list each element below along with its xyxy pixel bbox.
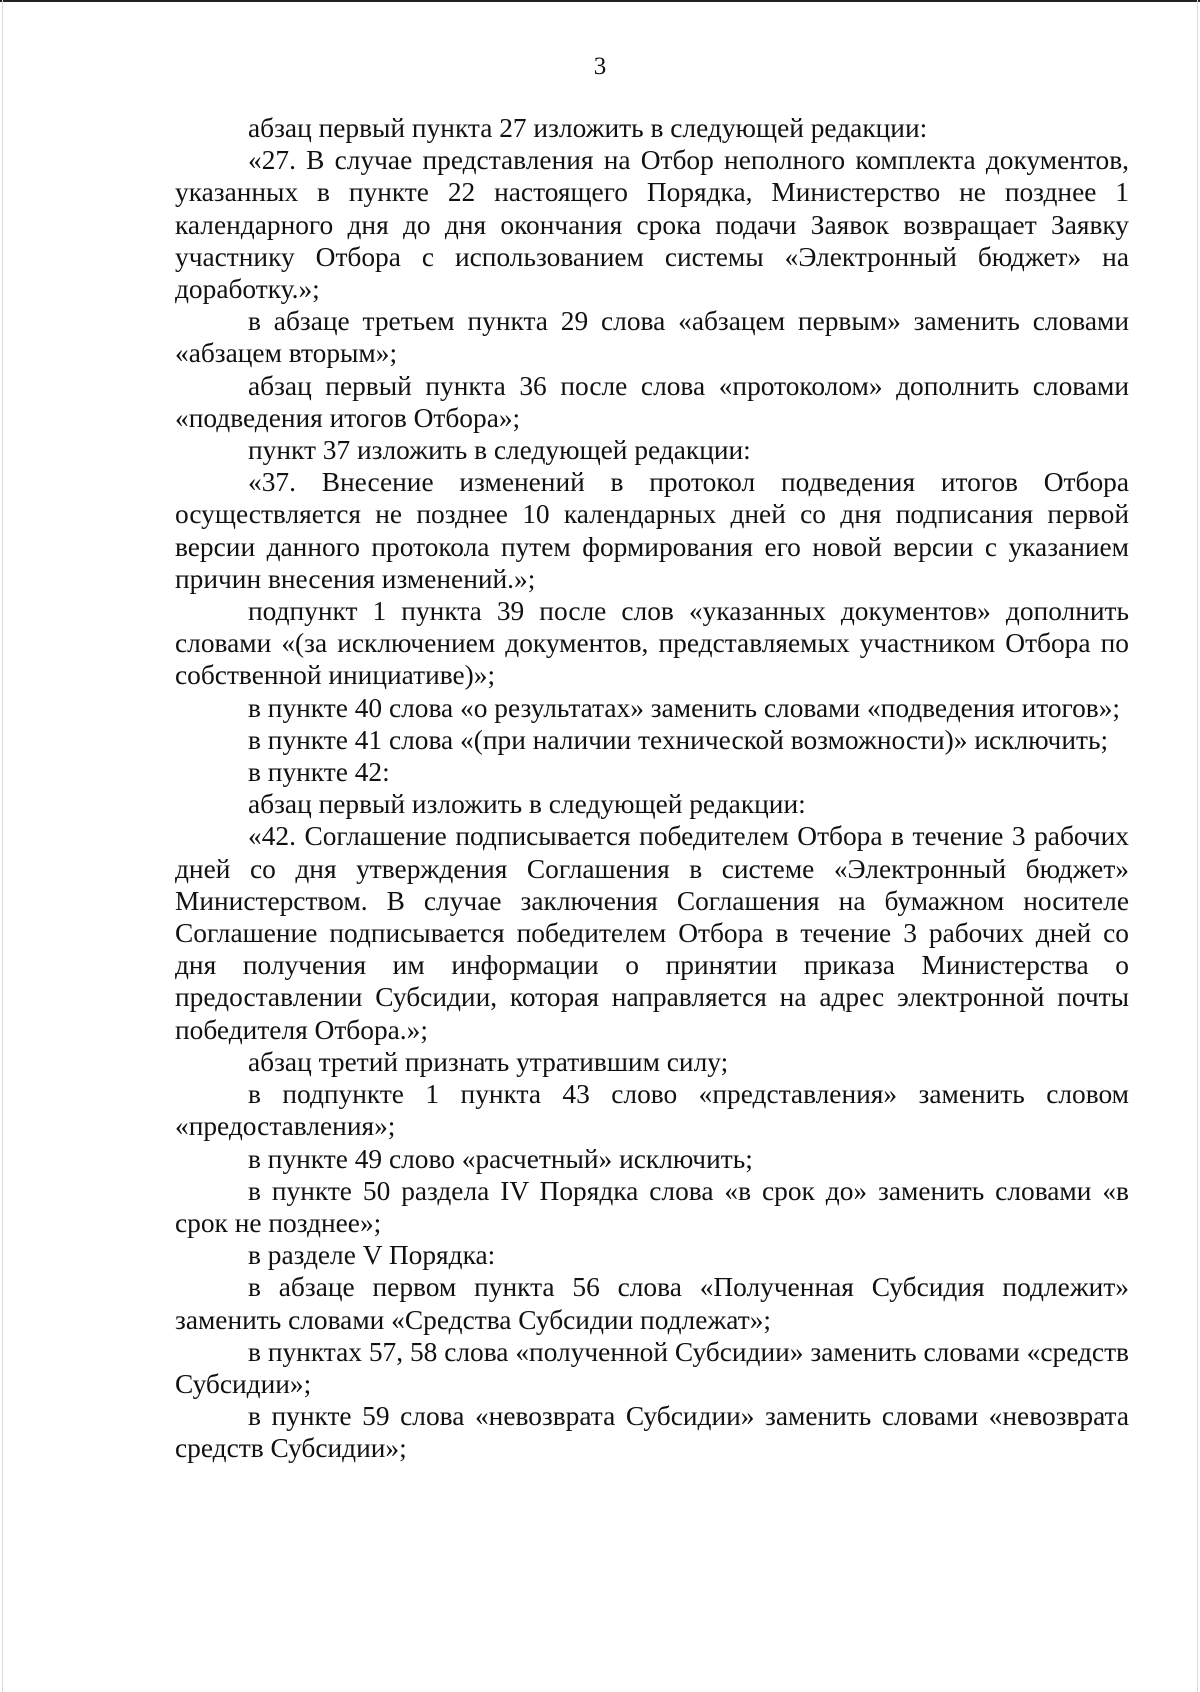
paragraph: абзац первый пункта 36 после слова «протоколом» дополнить словами «подведения итогов Отбора»; <box>175 370 1129 433</box>
paragraph: подпункт 1 пункта 39 после слов «указанных документов» дополнить словами «(за исключением документов, представляемых участником Отбора по собственной инициативе)»; <box>175 596 1129 691</box>
scan-edge-top <box>0 0 1200 2</box>
page-number: 3 <box>593 53 607 80</box>
paragraph: «27. В случае представления на Отбор неполного комплекта документов, указанных в пункте 22 настоящего Порядка, Министерство не позднее 1 календарного дня до дня окончания срока подачи Заявок возвращает Заявку участнику Отбора с использованием системы «Электронный бюджет» на доработку.»; <box>175 145 1129 305</box>
paragraph: абзац первый пункта 27 изложить в следующей редакции: <box>248 113 928 143</box>
scan-edge-right <box>1197 0 1198 1692</box>
paragraph: в подпункте 1 пункта 43 слово «представления» заменить словом «предоставления»; <box>175 1079 1129 1142</box>
paragraph: пункт 37 изложить в следующей редакции: <box>248 435 751 466</box>
paragraph: абзац третий признать утратившим силу; <box>248 1046 729 1077</box>
paragraph: «42. Соглашение подписывается победителем Отбора в течение 3 рабочих дней со дня утверждения Соглашения в системе «Электронный бюджет» Министерством. В случае заключения Соглашения на бумажном носителе Соглашение подписывается победителем Отбора в течение 3 рабочих дней со дня получения им информации о принятии приказа Министерства о предоставлении Субсидии, которая направляется на адрес электронной почты победителя Отбора.»; <box>175 821 1129 1045</box>
paragraph: в пункте 50 раздела IV Порядка слова «в срок до» заменить словами «в срок не позднее»; <box>175 1175 1129 1238</box>
paragraph: «37. Внесение изменений в протокол подведения итогов Отбора осуществляется не позднее 10 календарных дней со дня подписания первой версии данного протокола путем формирования его новой версии с указанием причин внесения изменений.»; <box>175 467 1129 594</box>
paragraph: в пункте 40 слова «о результатах» заменить словами «подведения итогов»; <box>248 692 1121 723</box>
paragraph: в пункте 59 слова «невозврата Субсидии» заменить словами «невозврата средств Субсидии»; <box>175 1401 1129 1464</box>
paragraph: абзац первый изложить в следующей редакции: <box>248 789 806 820</box>
paragraph: в абзаце первом пункта 56 слова «Полученная Субсидия подлежит» заменить словами «Средства Субсидии подлежат»; <box>175 1272 1129 1335</box>
paragraph: в пункте 42: <box>248 757 390 788</box>
paragraph: в разделе V Порядка: <box>248 1240 496 1271</box>
scan-edge-left <box>2 0 3 1692</box>
paragraph: в абзаце третьем пункта 29 слова «абзацем первым» заменить словами «абзацем вторым»; <box>175 306 1129 369</box>
paragraph: в пунктах 57, 58 слова «полученной Субсидии» заменить словами «средств Субсидии»; <box>175 1336 1129 1399</box>
paragraph: в пункте 49 слово «расчетный» исключить; <box>248 1143 753 1174</box>
paragraph: в пункте 41 слова «(при наличии технической возможности)» исключить; <box>248 724 1109 755</box>
document-body <box>175 112 1129 1465</box>
